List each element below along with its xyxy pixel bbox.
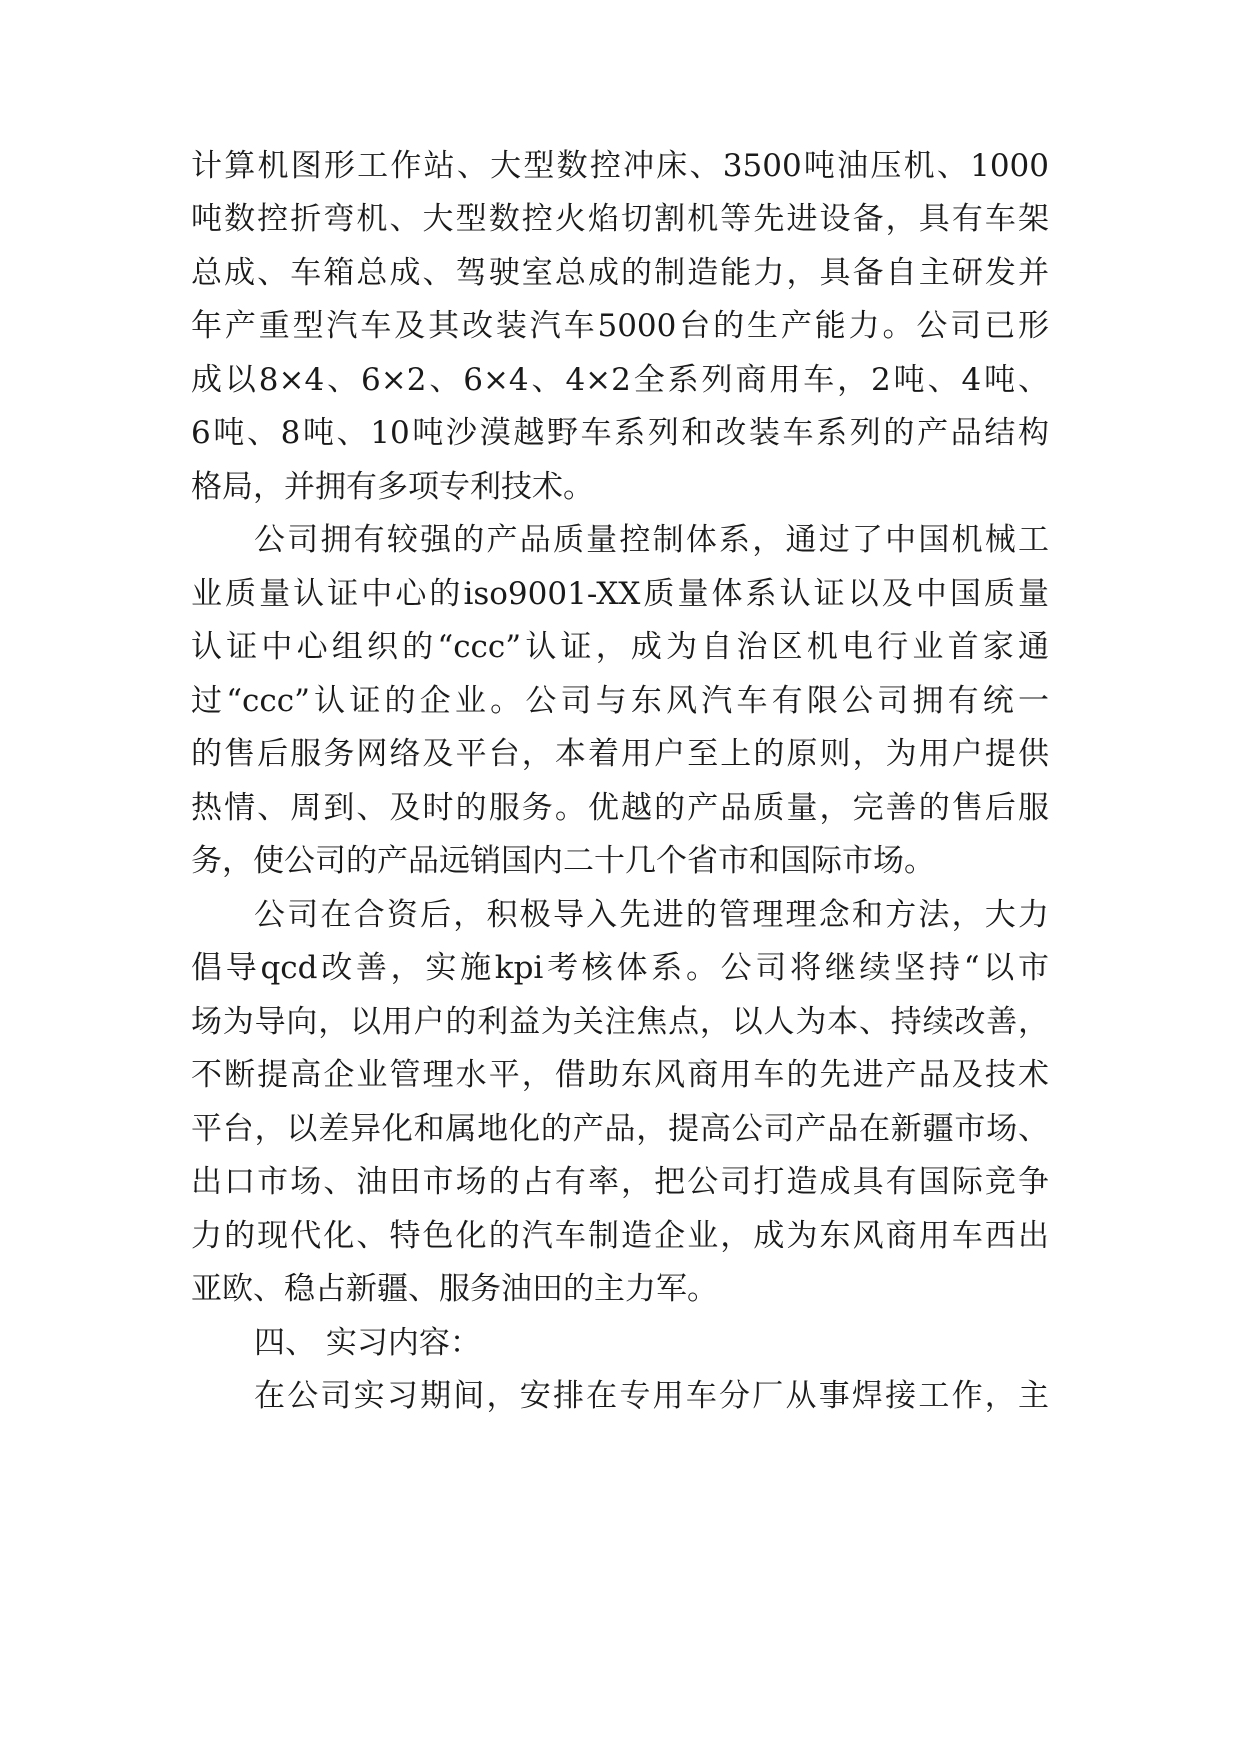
text-line: 认证中心组织的“ccc”认证，成为自治区机电行业首家通 [191,629,1049,665]
text-line: 场为导向，以用户的利益为关注焦点，以人为本、持续改善， [191,1004,1049,1040]
text-line: 倡导qcd改善，实施kpi考核体系。公司将继续坚持“以市 [191,950,1049,986]
text-line: 热情、周到、及时的服务。优越的产品质量，完善的售后服 [191,790,1049,826]
text-line: 总成、车箱总成、驾驶室总成的制造能力，具备自主研发并 [191,255,1049,291]
text-line: 平台，以差异化和属地化的产品，提高公司产品在新疆市场、 [191,1111,1049,1147]
text-line: 格局，并拥有多项专利技术。 [191,469,594,505]
text-line: 吨数控折弯机、大型数控火焰切割机等先进设备，具有车架 [191,201,1049,237]
paragraph-first-line: 公司拥有较强的产品质量控制体系，通过了中国机械工 [254,522,1049,558]
text-line: 务，使公司的产品远销国内二十几个省市和国际市场。 [191,843,935,879]
text-line: 力的现代化、特色化的汽车制造企业，成为东风商用车西出 [191,1218,1049,1254]
text-line: 6吨、8吨、10吨沙漠越野车系列和改装车系列的产品结构 [191,415,1049,451]
text-line: 年产重型汽车及其改装汽车5000台的生产能力。公司已形 [191,308,1049,344]
text-line: 不断提高企业管理水平，借助东风商用车的先进产品及技术 [191,1057,1049,1093]
paragraph-first-line: 公司在合资后，积极导入先进的管理理念和方法，大力 [254,897,1049,933]
paragraph-first-line: 在公司实习期间，安排在专用车分厂从事焊接工作，主 [254,1378,1049,1414]
text-line: 过“ccc”认证的企业。公司与东风汽车有限公司拥有统一 [191,683,1049,719]
text-line: 的售后服务网络及平台，本着用户至上的原则，为用户提供 [191,736,1049,772]
text-line: 成以8×4、6×2、6×4、4×2全系列商用车，2吨、4吨、 [191,362,1049,398]
text-line: 出口市场、油田市场的占有率，把公司打造成具有国际竞争 [191,1164,1049,1200]
text-line: 亚欧、稳占新疆、服务油田的主力军。 [191,1271,718,1307]
section-heading: 四、 实习内容： [254,1325,481,1361]
text-line: 业质量认证中心的iso9001-XX质量体系认证以及中国质量 [191,576,1049,612]
text-line: 计算机图形工作站、大型数控冲床、3500吨油压机、1000 [191,148,1049,184]
